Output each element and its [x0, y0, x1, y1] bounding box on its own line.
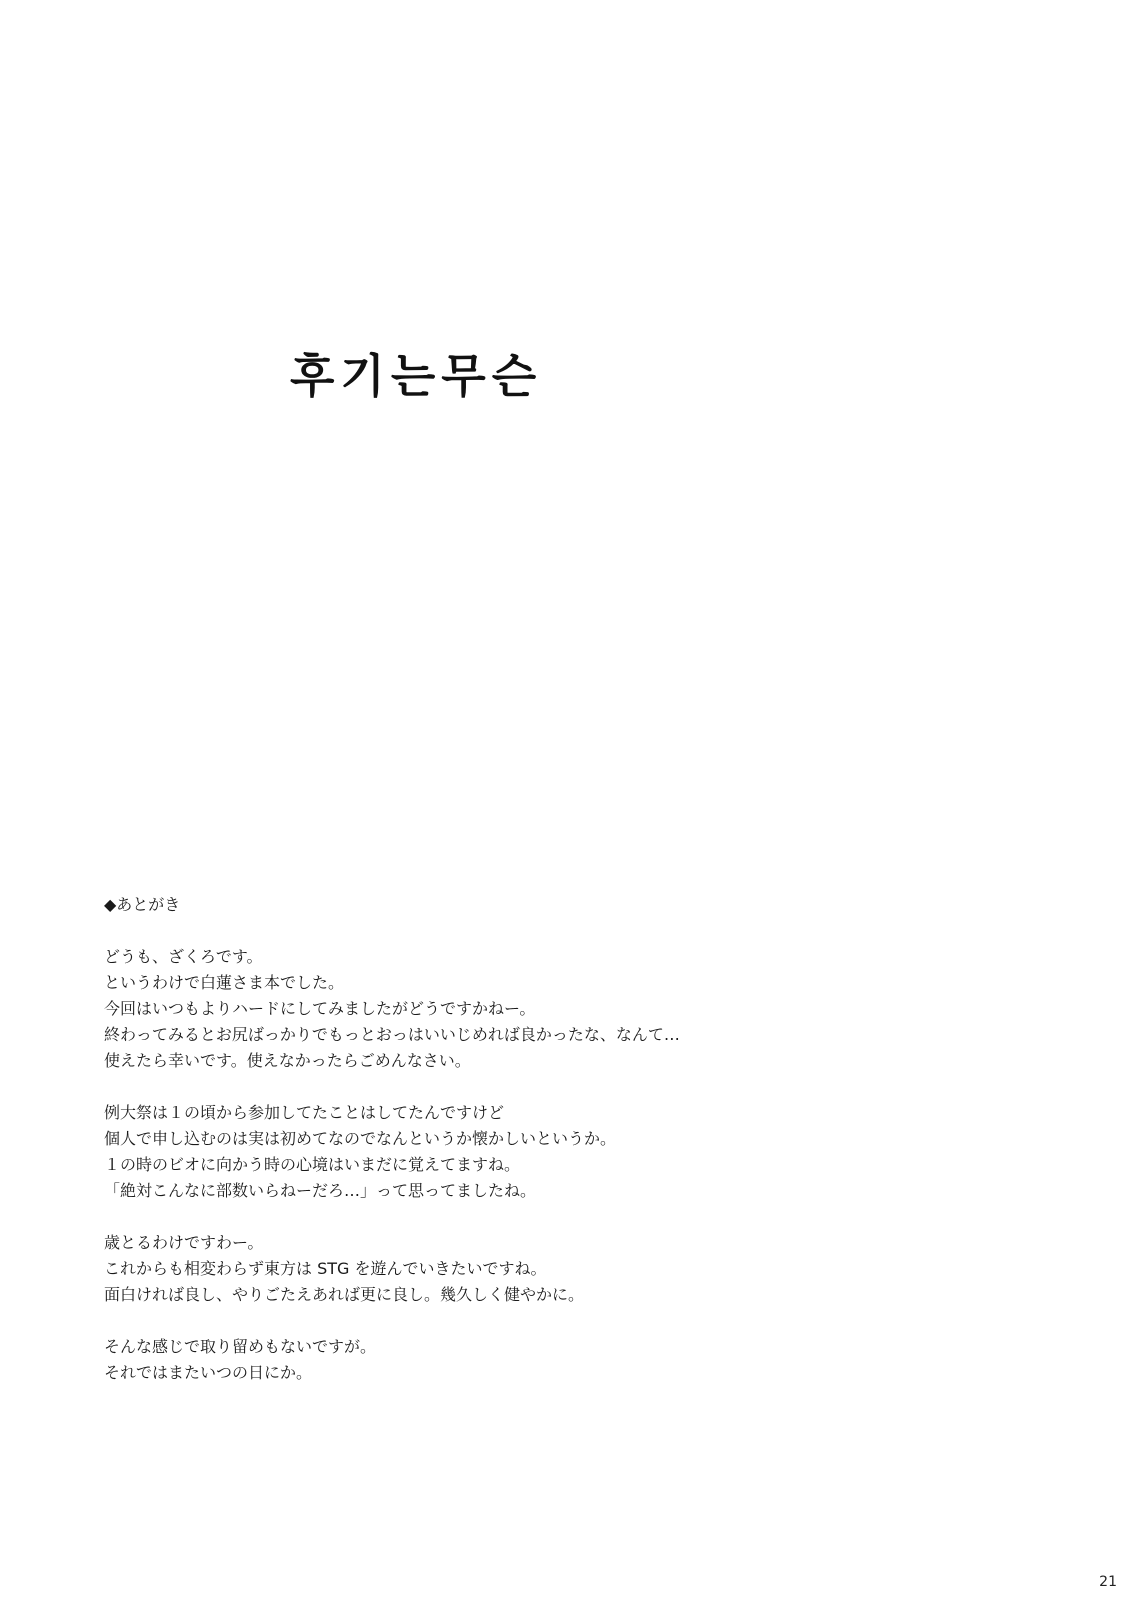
text-line: どうも、ざくろです。 [104, 947, 263, 966]
text-line: 「絶対こんなに部数いらねーだろ…」って思ってましたね。 [104, 1181, 537, 1200]
paragraph-1 [104, 944, 1004, 1074]
text-line: そんな感じで取り留めもないですが。 [104, 1337, 377, 1356]
text-line: 使えたら幸いです。使えなかったらごめんなさい。 [104, 1051, 471, 1070]
paragraph-3 [104, 1230, 1004, 1308]
paragraph-4 [104, 1334, 1004, 1386]
text-line: というわけで白蓮さま本でした。 [104, 973, 345, 992]
text-line: 例大祭は１の頃から参加してたことはしてたんですけど [104, 1103, 505, 1122]
text-line: これからも相変わらず東方は STG を遊んでいきたいですね。 [104, 1259, 547, 1278]
afterword-section [104, 892, 1004, 1386]
paragraph-2 [104, 1100, 1004, 1204]
handwritten-title-overlay: 후기는무슨 [290, 349, 543, 403]
text-line: 今回はいつもよりハードにしてみましたがどうですかねー。 [104, 999, 536, 1018]
text-line: １の時のビオに向かう時の心境はいまだに覚えてますね。 [104, 1155, 521, 1174]
text-line: 歳とるわけですわー。 [104, 1233, 264, 1252]
text-line: 個人で申し込むのは実は初めてなのでなんというか懐かしいというか。 [104, 1129, 617, 1148]
page-number: 21 [1099, 1574, 1117, 1590]
text-line: それではまたいつの日にか。 [104, 1363, 313, 1382]
text-line: 面白ければ良し、やりごたえあれば更に良し。幾久しく健やかに。 [104, 1285, 585, 1304]
afterword-heading: ◆あとがき [104, 895, 181, 914]
text-line: 終わってみるとお尻ばっかりでもっとおっはいいじめれば良かったな、なんて… [104, 1025, 680, 1044]
